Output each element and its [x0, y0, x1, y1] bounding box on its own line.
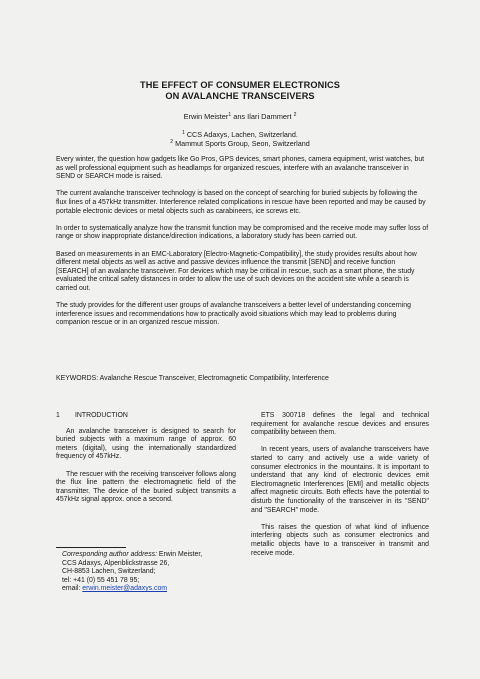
affiliation-1-text: CCS Adaxys, Lachen, Switzerland.: [186, 130, 298, 139]
affiliations: [0, 131, 480, 148]
affiliation-2: [0, 140, 480, 149]
title-line-1: THE EFFECT OF CONSUMER ELECTRONICS: [140, 80, 340, 90]
body-paragraph: In recent years, users of avalanche transceivers have started to carry and actively use a wide variety of consumer electronics in the mountains. It is important to understand that any kind of electronic devices emit Electromagnetic Interferences [EMI] and metallic objects affect magnetic circuits. Both effects have the potential to disturb the functionality of the transceiver in its "SEND" and "SEARCH" mode.: [251, 446, 429, 514]
footnote-city-line: CH-8853 Lachen, Switzerland;: [62, 568, 156, 576]
footnote-author-name: Erwin Meister,: [157, 551, 203, 558]
author-2-superscript: 2: [293, 112, 297, 118]
body-paragraph: This raises the question of what kind of influence interfering objects such as consumer electronics and metallic objects have to a transceiver in transmit and receive mode.: [251, 523, 429, 557]
abstract-paragraph: The study provides for the different user groups of avalanche transceivers a better level of understanding concerning interference issues and recommendations how to practically avoid situations which may lead to problems during companion rescue or in an organized rescue mission.: [56, 302, 411, 327]
author-line: [0, 112, 480, 121]
affiliation-2-text: Mammut Sports Group, Seon, Switzerland: [175, 138, 310, 148]
footnote: [62, 551, 232, 594]
footnote-line-1: [62, 551, 232, 560]
abstract: [56, 156, 429, 336]
affiliation-1-superscript: 1: [182, 130, 185, 136]
author-connector: ans Ilari Dammert: [231, 112, 294, 121]
footnote-divider: [56, 547, 126, 548]
abstract-paragraph: Based on measurements in an EMC-Laboratory [Electro-Magnetic-Compatibility], the study provides results about how different metal objects as well as active and passive devices influence the transmit [SEND] and receive function [SEARCH] of an avalanche transceiver. For devices which may be critical in rescue, such as a smart phone, the study evaluated the critical safety distances in order to allow the use of such devices on the accident site while a search is carried out.: [56, 250, 417, 292]
left-column: [56, 412, 236, 514]
body-paragraph: The rescuer with the receiving transceiver follows along the flux line pattern the electromagnetic field of the transmitter. The device of the buried subject transmits a 457kHz signal approx. once a second.: [56, 470, 236, 504]
keywords: KEYWORDS: Avalanche Rescue Transceiver, Electromagnetic Compatibility, Interference: [56, 375, 329, 382]
title-line-2: ON AVALANCHE TRANSCEIVERS: [165, 91, 315, 101]
abstract-paragraph: In order to systematically analyze how the transmit function may be compromised and the receive mode may suffer loss of range or show inappropriate distance/direction indications, a laboratory study has been carried out.: [56, 224, 429, 241]
section-number: 1: [56, 412, 60, 419]
author-1: Erwin Meister: [183, 112, 229, 121]
right-column: [251, 412, 429, 567]
affiliation-2-superscript: 2: [170, 138, 174, 145]
section-heading: [56, 412, 236, 421]
section-title: INTRODUCTION: [75, 412, 128, 419]
footnote-phone-line: tel: +41 (0) 55 451 78 95;: [62, 576, 140, 584]
email-link[interactable]: erwin.meister@adaxys.com: [82, 585, 168, 593]
abstract-paragraph: Every winter, the question how gadgets like Go Pros, GPS devices, smart phones, camera equipment, wrist watches, but as well professional equipment such as headlamps for organized rescues, interfere with an avalanche transceiver in SEND or SEARCH mode is raised.: [56, 156, 425, 181]
author-1-superscript: 1: [228, 112, 232, 118]
footnote-email-label: email:: [62, 585, 83, 593]
footnote-label: Corresponding author address:: [62, 551, 157, 558]
body-paragraph: An avalanche transceiver is designed to search for buried subjects with a maximum range of approx. 60 meters (digital), using the internationally standardized frequency of 457kHz.: [56, 427, 236, 461]
abstract-paragraph: The current avalanche transceiver technology is based on the concept of searching for buried subjects by following the flux lines of a 457kHz transmitter. Interference related complications in rescue have been reported and may be caused by portable electronic devices or metal objects such as carabineers, ice screws etc.: [56, 190, 426, 215]
body-paragraph: ETS 300718 defines the legal and technical requirement for avalanche rescue devices and ensures compatibility between them.: [251, 412, 429, 437]
footnote-email-line: [62, 585, 232, 594]
footnote-address-line: CCS Adaxys, Alpenblickstrasse 26,: [62, 559, 170, 567]
paper-title: [0, 80, 480, 102]
